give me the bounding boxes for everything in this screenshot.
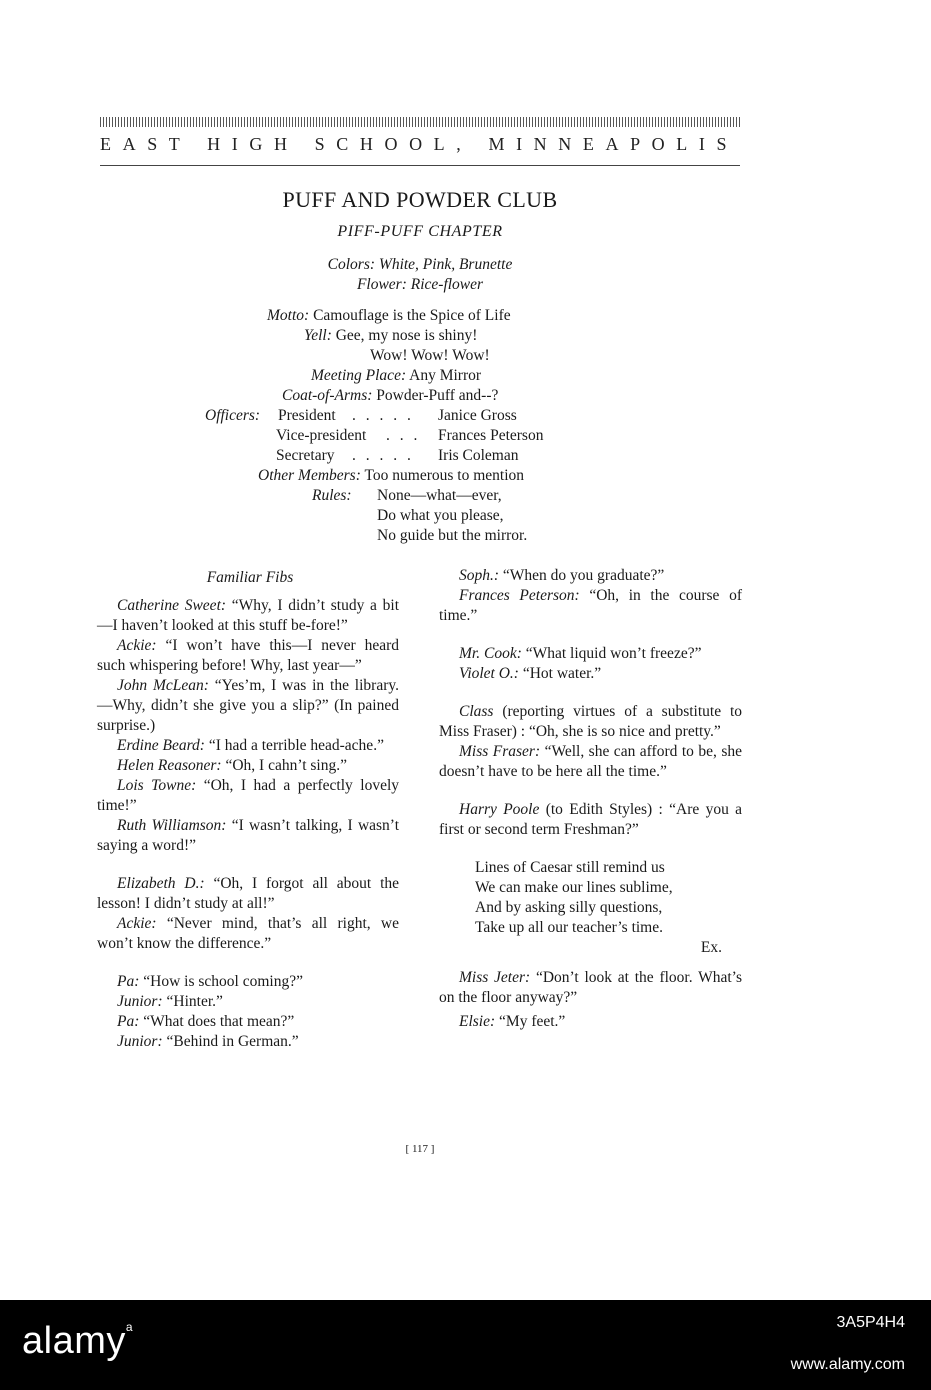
fib-entry (439, 702, 742, 742)
motto-line (267, 307, 511, 325)
rules-label: Rules: (312, 487, 352, 504)
fib-entry (97, 596, 399, 636)
quote: (reporting virtues of a substitute to Miss Fraser) : “Oh, she is so nice and pretty.” (439, 703, 743, 740)
header-band (100, 117, 740, 127)
header-rule (100, 165, 740, 166)
fib-entry (439, 586, 742, 626)
colors-line (0, 256, 840, 274)
other-members-line (258, 467, 524, 485)
speaker: Violet O.: (459, 665, 519, 682)
quote: “What liquid won’t freeze?” (525, 645, 702, 662)
officer-role: Vice-president (276, 427, 367, 444)
flower-label: Flower: (356, 276, 407, 293)
poem (439, 858, 742, 938)
speaker: Frances Peterson: (459, 587, 580, 604)
club-title: PUFF AND POWDER CLUB (282, 187, 558, 212)
speaker: Catherine Sweet: (117, 597, 227, 614)
fib-entry (97, 1012, 399, 1032)
speaker: Harry Poole (459, 801, 540, 818)
officer-dots: . . . . . (352, 407, 414, 424)
quote: “I wasn’t talking, I wasn’t saying a word!” (97, 817, 399, 854)
quote: “Never mind, that’s all right, we won’t know the difference.” (97, 915, 400, 952)
officer-name: Janice Gross (438, 407, 517, 424)
speaker: Elizabeth D.: (117, 875, 205, 892)
speaker: Lois Towne: (117, 777, 197, 794)
fib-entry (439, 664, 742, 684)
quote: “Don’t look at the floor. What’s on the floor anyway?” (439, 969, 742, 1006)
officers-label: Officers: (205, 407, 261, 424)
page-number: [ 117 ] (405, 1143, 435, 1155)
fib-entry (97, 992, 399, 1012)
alamy-logo: alamy$^a$ (22, 1320, 134, 1362)
speaker: Soph.: (459, 567, 500, 584)
rules-line: Do what you please, (377, 507, 504, 524)
quote: “Behind in German.” (166, 1033, 299, 1050)
quote: “Oh, I had a perfectly lovely time!” (97, 777, 400, 814)
quote: “Yes’m, I was in the library.—Why, didn’t she give you a slip?” (In pained surprise.) (97, 677, 399, 734)
officer-role: President (278, 407, 336, 424)
meeting-line (311, 367, 481, 385)
officer-name: Iris Coleman (438, 447, 519, 464)
quote: “Hinter.” (166, 993, 223, 1010)
fib-entry (97, 874, 399, 914)
quote: “Oh, in the course of time.” (439, 587, 742, 624)
quote: “Why, I didn’t study a bit—I haven’t looked at this stuff be-fore!” (97, 597, 400, 634)
flower-line (0, 276, 840, 294)
speaker: John McLean: (117, 677, 209, 694)
logo-text: alamy (22, 1320, 126, 1362)
quote: (to Edith Styles) : “Are you a first or second term Freshman?” (439, 801, 743, 838)
quote: “Well, she can afford to be, she doesn’t have to be here all the time.” (439, 743, 742, 780)
yell-line (304, 327, 477, 345)
rules-line: None—what—ever, (377, 487, 502, 504)
quote: “Hot water.” (522, 665, 602, 682)
quote: “Oh, I forgot all about the lesson! I didn’t study at all!” (97, 875, 400, 912)
officer-dots: . . . . . (352, 447, 414, 464)
poem-line: Lines of Caesar still remind us (475, 859, 665, 876)
speaker: Miss Jeter: (459, 969, 531, 986)
speaker: Miss Fraser: (459, 743, 541, 760)
poem-signature: Ex. (700, 939, 722, 956)
speaker: Mr. Cook: (459, 645, 522, 662)
quote: “When do you graduate?” (502, 567, 665, 584)
fib-entry (97, 816, 399, 856)
fib-entry (439, 644, 742, 664)
colors-value: White, Pink, Brunette (378, 256, 513, 273)
fib-entry (97, 676, 399, 736)
flower-value: Rice-flower (410, 276, 484, 293)
watermark-url: www.alamy.com (790, 1356, 905, 1373)
yell-line-2: Wow! Wow! Wow! (370, 347, 490, 364)
speaker: Ackie: (117, 637, 157, 654)
motto-label: Motto: (267, 307, 310, 324)
poem-line: And by asking silly questions, (475, 899, 663, 916)
colors-label: Colors: (327, 256, 376, 273)
coat-value: Powder-Puff and--? (376, 387, 499, 404)
yell-line-1: Gee, my nose is shiny! (335, 327, 478, 344)
speaker: Ruth Williamson: (117, 817, 227, 834)
fib-entry (97, 914, 399, 954)
poem-line: Take up all our teacher’s time. (475, 919, 663, 936)
header-title: EAST HIGH SCHOOL, MINNEAPOLIS (100, 134, 739, 154)
coat-of-arms-line (282, 387, 498, 405)
speaker: Junior: (117, 993, 163, 1010)
fib-entry (97, 776, 399, 816)
quote: “Oh, I cahn’t sing.” (225, 757, 347, 774)
other-label: Other Members: (258, 467, 361, 484)
fib-entry (439, 800, 742, 840)
speaker: Pa: (117, 1013, 140, 1030)
speaker: Helen Reasoner: (117, 757, 222, 774)
image-id: 3A5P4H4 (836, 1314, 905, 1331)
speaker: Elsie: (459, 1013, 496, 1030)
watermark-bar (0, 1300, 931, 1390)
fib-entry (439, 1012, 742, 1032)
right-column (439, 566, 742, 1032)
speaker: Junior: (117, 1033, 163, 1050)
officer-role: Secretary (276, 447, 335, 464)
speaker: Erdine Beard: (117, 737, 205, 754)
fib-entry (97, 972, 399, 992)
fib-entry (97, 636, 399, 676)
quote: “I had a terrible head-ache.” (208, 737, 384, 754)
quote: “I won’t have this—I never heard such whispering before! Why, last year—” (97, 637, 399, 674)
fib-entry (97, 756, 399, 776)
fib-entry (439, 968, 742, 1008)
fib-entry (439, 566, 742, 586)
rules-line: No guide but the mirror. (377, 527, 528, 544)
coat-label: Coat-of-Arms: (282, 387, 373, 404)
officer-name: Frances Peterson (438, 427, 544, 444)
other-value: Too numerous to mention (364, 467, 524, 484)
officer-dots: . . . (386, 427, 421, 444)
fib-entry (439, 742, 742, 782)
chapter-title: PIFF-PUFF CHAPTER (337, 223, 503, 240)
quote: “How is school coming?” (143, 973, 303, 990)
speaker: Ackie: (117, 915, 157, 932)
fib-entry (97, 1032, 399, 1052)
speaker: Class (459, 703, 494, 720)
yell-label: Yell: (304, 327, 332, 344)
meeting-value: Any Mirror (409, 367, 482, 384)
meeting-label: Meeting Place: (311, 367, 407, 384)
motto-value: Camouflage is the Spice of Life (313, 307, 511, 324)
quote: “My feet.” (499, 1013, 566, 1030)
speaker: Pa: (117, 973, 140, 990)
fib-entry (97, 736, 399, 756)
poem-line: We can make our lines sublime, (475, 879, 673, 896)
left-column (97, 560, 399, 1052)
fibs-heading: Familiar Fibs (206, 569, 294, 586)
quote: “What does that mean?” (143, 1013, 295, 1030)
